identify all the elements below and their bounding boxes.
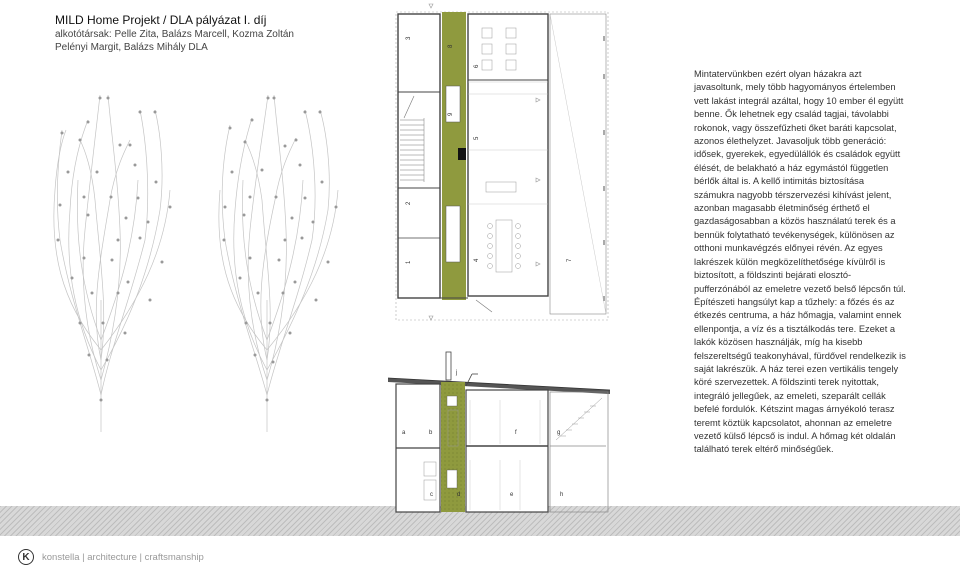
project-title: MILD Home Projekt / DLA pályázat I. díj <box>55 13 267 27</box>
coauthors-line-1: alkotótársak: Pelle Zita, Balázs Marcell, Kozma Zoltán <box>55 29 294 40</box>
tree-nodes-right <box>223 97 338 402</box>
section-label-h: h <box>560 492 564 498</box>
section-label-j: j <box>456 370 458 376</box>
plan-label-6: 6 <box>474 64 480 68</box>
plan-label-9: 9 <box>448 112 454 116</box>
plan-label-3: 3 <box>406 36 412 40</box>
section-label-d: d <box>457 492 461 498</box>
plan-label-4: 4 <box>474 258 480 262</box>
project-description: Mintatervünkben ezért olyan házakra azt javasoltunk, mely több hagyományos értelemben vett lakást integrál azáltal, hogy 10 ember él együtt benne. Ők lehetnek egy család tagjai, távolabbi rokonok, vagy összefűzheti őket baráti kapcsolat, azonos élethelyzet. Javasoljuk több generáció: idősek, gyerekek, egyedülállók és családok együtt élését, de belakható a ház egymástól független bérlők által is. A kellő intimitás biztosítása számukra nagyobb térszervezési kihívást jelent, azonban magasabb életminőség érthető el gazdaságosabban a közös használatú terek és a bennük folytatható tevékenységek, különösen az otthoni munkavégzés előnyei révén. Az egyes lakrészek külön megközelíthetősége kívülről is biztosított, a földszinti bejárati elosztó-pufferzónából az emeletre vezető belső lépcsőn túl. Építészeti hangsúlyt kap a tűzhely: a főzés és az étkezés centruma, a ház hőmagja, valamint ennek ellenpontja, a víz és a tisztálkodás tere. Ezeket a lakók közösen használják, míg ha kisebb felszereltségű teakonyhával, fürdővel rendelkezik is saját lakrészük. A ház terei ezen vertikális tengely köré szervezettek. A földszinti terek nyitottak, integráló jellegűek, az emeleti, szeparált cellák befelé fordulók. Kétszint magas árnyékoló terasz teremt köztük kapcsolatot, ahonnan az emeletre vezető külső lépcső is indul. A hőmag két oldalán található terek eltérő minőségűek. <box>694 69 906 455</box>
tree-nodes-left <box>57 97 172 402</box>
section-label-b: b <box>429 430 433 436</box>
section-label-g: g <box>557 430 561 436</box>
building-section <box>388 352 610 512</box>
plan-label-8: 8 <box>448 44 454 48</box>
floor-plan <box>396 4 608 320</box>
section-label-a: a <box>402 430 406 436</box>
section-label-c: c <box>430 492 433 498</box>
section-label-e: e <box>510 492 514 498</box>
footer <box>18 547 204 567</box>
section-label-f: f <box>515 430 517 436</box>
plan-label-1: 1 <box>406 260 412 264</box>
plan-label-2: 2 <box>406 201 412 205</box>
plan-label-7: 7 <box>567 258 573 262</box>
konstella-logo-icon: K <box>18 549 34 565</box>
footer-tagline: konstella | architecture | craftsmanship <box>42 551 204 563</box>
plan-label-5: 5 <box>474 136 480 140</box>
tree-diagram-right <box>219 95 338 432</box>
coauthors-line-2: Pelényi Margit, Balázs Mihály DLA <box>55 42 208 53</box>
tree-diagram-left <box>54 95 170 432</box>
